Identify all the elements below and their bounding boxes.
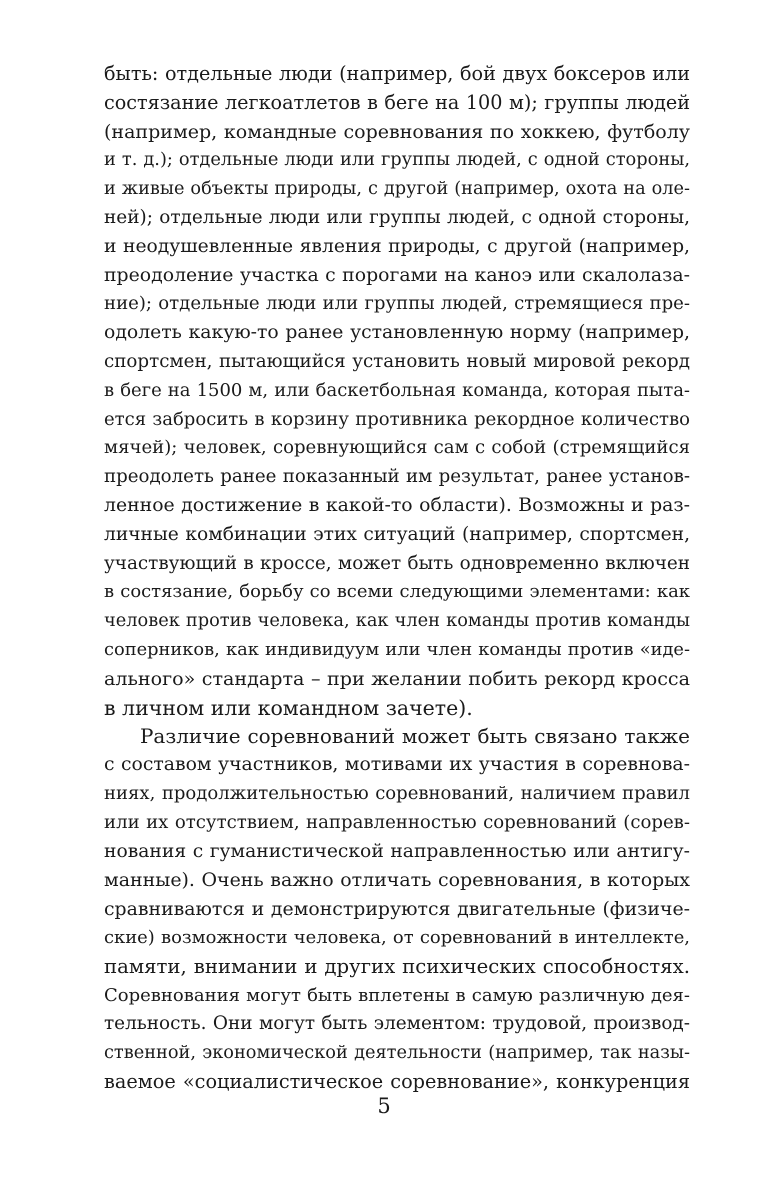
paragraph-2 (104, 722, 690, 1096)
text-line: и т. д.); отдельные люди или группы людей, с одной стороны, (104, 149, 690, 171)
text-line: в беге на 1500 м, или баскетбольная команда, которая пыта- (104, 379, 690, 401)
text-line: ваемое «социалистическое соревнование», конкуренция (104, 1069, 690, 1093)
text-line: быть: отдельные люди (например, бой двух боксеров или (104, 62, 690, 85)
text-line: и живые объекты природы, с другой (например, охота на оле- (104, 179, 690, 200)
text-line: преодоление участка с порогами на каноэ или скалолаза- (104, 264, 690, 286)
text-line: и неодушевленные явления природы, с другой (например, (104, 235, 690, 257)
page-number: 5 (377, 1094, 391, 1118)
text-line: Соревнования могут быть вплетены в самую различную дея- (104, 984, 690, 1006)
text-line: манные). Очень важно отличать соревнования, в которых (104, 869, 690, 892)
text-line: тельность. Они могут быть элементом: трудовой, производ- (104, 1013, 690, 1035)
text-line: Различие соревнований может быть связано также (140, 724, 690, 749)
text-line: памяти, внимании и других психических способностях. (104, 954, 690, 978)
text-line: человек против человека, как член команды против команды (104, 611, 690, 632)
text-line: состязание легкоатлетов в беге на 100 м); группы людей (104, 90, 690, 114)
text-line: участвующий в кроссе, может быть одновременно включен (104, 552, 690, 574)
text-line: ские) возможности человека, от соревнований в интеллекте, (104, 926, 690, 948)
text-line: нования с гуманистической направленностью или антигу- (104, 840, 690, 862)
text-line: ственной, экономической деятельности (например, так назы- (104, 1043, 690, 1064)
text-line: соперников, как индивидуум или член команды против «иде- (104, 638, 690, 660)
text-line: или их отсутствием, направленностью соревнований (сорев- (104, 811, 690, 833)
text-line: личные комбинации этих ситуаций (например, спортсмен, (104, 523, 690, 545)
text-line: (например, командные соревнования по хоккею, футболу (104, 120, 690, 143)
page-body (104, 60, 690, 1097)
text-line: ниях, продолжительностью соревнований, наличием правил (104, 782, 690, 804)
text-line: ется забросить в корзину противника рекордное количество (104, 408, 690, 430)
text-line: ней); отдельные люди или группы людей, с одной стороны, (104, 206, 690, 228)
text-line: преодолеть ранее показанный им результат, ранее установ- (104, 466, 690, 488)
text-line: ального» стандарта – при желании побить рекорд кросса (104, 666, 690, 690)
text-line: ленное достижение в какой-то области). Возможны и раз- (104, 494, 690, 516)
text-line: ние); отдельные люди или группы людей, стремящиеся пре- (104, 293, 690, 315)
text-line: одолеть какую-то ранее установленную норму (например, (104, 322, 690, 344)
text-line: мячей); человек, соревнующийся сам с собой (стремящийся (104, 437, 690, 459)
paragraph-1 (104, 60, 690, 722)
text-line: спортсмен, пытающийся установить новый мировой рекорд (104, 350, 690, 372)
text-line: в личном или командном зачете). (104, 695, 473, 720)
text-line: с составом участников, мотивами их участия в соревнова- (104, 754, 690, 776)
text-line: в состязание, борьбу со всеми следующими элементами: как (104, 581, 690, 603)
text-line: сравниваются и демонстрируются двигательные (физиче- (104, 898, 690, 921)
